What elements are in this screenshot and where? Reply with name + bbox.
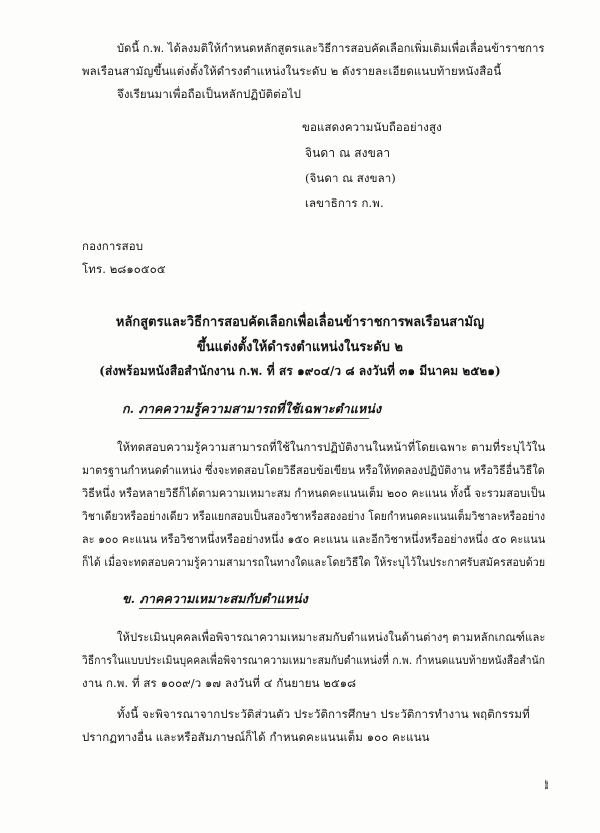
section-a-line-2: มาตรฐานกำหนดตำแหน่ง ซึ่งจะทดสอบโดยวิธีสอบข้อเขียน หรือให้ทดลองปฏิบัติงาน หรือวิธีอื่นวิธีใด — [82, 463, 545, 477]
section-a-line-4: วิชาเดียวหรืออย่างเดียว หรือแยกสอบเป็นสองวิชาหรือสองอย่าง โดยกำหนดคะแนนเต็มวิชาละหรืออย่าง — [82, 509, 546, 523]
signer-position: เลขาธิการ ก.พ. — [305, 196, 384, 210]
section-b-heading-underline — [139, 608, 299, 609]
section-b-line-3: งาน ก.พ. ที่ สร ๑๐๐๙/ว ๑๗ ลงวันที่ ๔ กันยายน ๒๕๑๘ — [82, 676, 357, 690]
section-b-line-4: ทั้งนี้ จะพิจารณาจากประวัติส่วนตัว ประวัติการศึกษา ประวัติการทำงาน พฤติกรรมที่ — [117, 707, 530, 721]
phone-number: โทร. ๒๘๑๐๕๐๕ — [82, 262, 166, 276]
section-b-heading: ข. ภาคความเหมาะสมกับตำแหน่ง — [122, 591, 308, 606]
attachment-title-line-2: ขึ้นแต่งตั้งให้ดำรงตำแหน่งในระดับ ๒ — [196, 339, 404, 355]
section-b-line-5: ปรากฏทางอื่น และหรือสัมภาษณ์ก็ได้ กำหนดคะแนนเต็ม ๑๐๐ คะแนน — [82, 730, 430, 744]
issuing-office: กองการสอบ — [82, 239, 144, 253]
signer-printed-name: (จินดา ณ สงขลา) — [305, 171, 396, 185]
attachment-title-line-1: หลักสูตรและวิธีการสอบคัดเลือกเพื่อเลื่อนข้าราชการพลเรือนสามัญ — [115, 314, 485, 330]
letter-paragraph-1-line-2: พลเรือนสามัญขึ้นแต่งตั้งให้ดำรงตำแหน่งในระดับ ๒ ดังรายละเอียดแนบท้ายหนังสือนี้ — [82, 64, 502, 78]
section-a-line-1: ให้ทดสอบความรู้ความสามารถที่ใช้ในการปฏิบัติงานในหน้าที่โดยเฉพาะ ตามที่ระบุไว้ใน — [117, 440, 546, 454]
section-a-line-5: ละ ๑๐๐ คะแนน หรือวิชาหนึ่งหรืออย่างหนึ่ง ๑๕๐ คะแนน และอีกวิชาหนึ่งหรืออย่างหนึ่ง ๕๐ คะแนน — [82, 532, 546, 546]
section-b-line-1: ให้ประเมินบุคคลเพื่อพิจารณาความเหมาะสมกับตำแหน่งในด้านต่างๆ ตามหลักเกณฑ์และ — [117, 630, 546, 644]
section-b-line-2: วิธีการในแบบประเมินบุคคลเพื่อพิจารณาความเหมาะสมกับตำแหน่งที่ ก.พ. กำหนดแนบท้ายหนังสือสำนัก — [82, 653, 546, 667]
section-a-heading-underline — [139, 418, 369, 419]
section-a-heading: ก. ภาคความรู้ความสามารถที่ใช้เฉพาะตำแหน่ง — [122, 401, 382, 416]
signature: จินดา ณ สงขลา — [305, 146, 391, 160]
letter-paragraph-1-line-1: บัดนี้ ก.พ. ได้ลงมติให้กำหนดหลักสูตรและวิธีการสอบคัดเลือกเพิ่มเติมเพื่อเลื่อนข้าราชการ — [117, 41, 545, 55]
closing-salutation: ขอแสดงความนับถืออย่างสูง — [302, 120, 442, 134]
attachment-reference: (ส่งพร้อมหนังสือสำนักงาน ก.พ. ที่ สร ๑๙๐๔/ว ๘ ลงวันที่ ๓๑ มีนาคม ๒๕๒๑) — [99, 363, 501, 378]
letter-paragraph-2: จึงเรียนมาเพื่อถือเป็นหลักปฏิบัติต่อไป — [117, 87, 302, 101]
section-a-line-6: ก็ได้ เมื่อจะทดสอบความรู้ความสามารถในทางใดและโดยวิธีใด ให้ระบุไว้ในประกาศรับสมัครสอบด้วย — [82, 555, 546, 569]
page-number: ๕๕ — [544, 777, 548, 793]
section-a-line-3: วิธีหนึ่ง หรือหลายวิธีก็ได้ตามความเหมาะสม กำหนดคะแนนเต็ม ๒๐๐ คะแนน ทั้งนี้ จะรวมสอบเป็น — [82, 486, 546, 500]
